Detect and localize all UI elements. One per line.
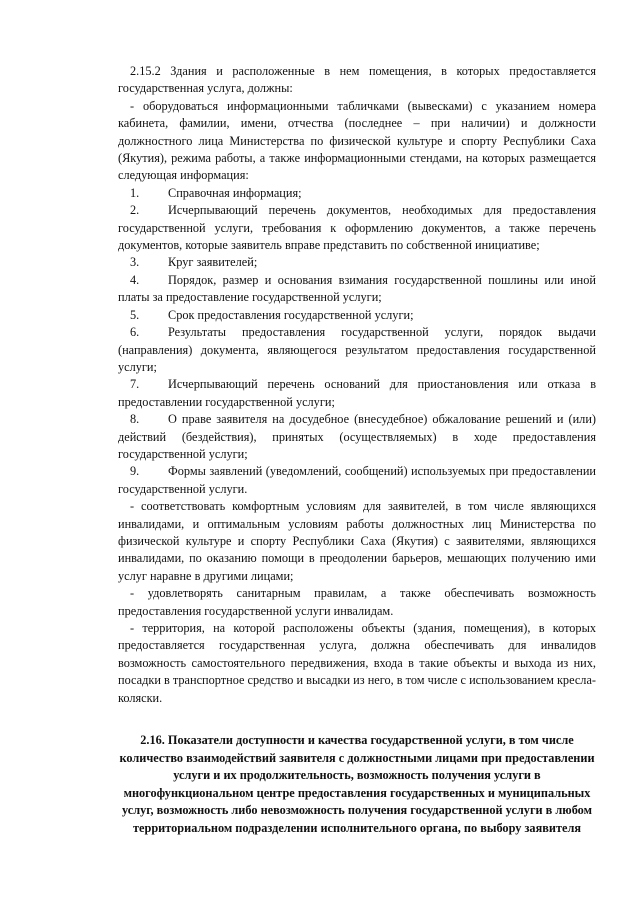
list-item-number: 2.: [130, 203, 140, 218]
list-item-text: Срок предоставления государственной услуги;: [168, 307, 414, 322]
list-item-number: 7.: [130, 377, 140, 392]
list-item-text: Круг заявителей;: [168, 255, 258, 270]
list-item-number: 9.: [130, 464, 140, 479]
list-item: [118, 411, 596, 463]
paragraph-bullet-territory: - территория, на которой расположены объекты (здания, помещения), в которых предоставляется государственная услуга, должна обеспечивать для инвалидов возможность самостоятельного передвижения, входа в такие объекты и выхода из них, посадки в транспортное средство и высадки из него, в том числе с использованием кресла-коляски.: [118, 621, 596, 705]
list-item-number: 6.: [130, 325, 140, 340]
list-item-number: 5.: [130, 307, 140, 322]
list-item-text: Формы заявлений (уведомлений, сообщений) используемых при предоставлении государственной услуги.: [118, 464, 596, 496]
list-item: [118, 254, 596, 271]
paragraph-bullet-signage: - оборудоваться информационными табличками (вывесками) с указанием номера кабинета, фамилии, имени, отчества (последнее – при наличии) и должности должностного лица Министерства по физической культуре и спорту Республики Саха (Якутия), режима работы, а также информационными стендами, на которых размещается следующая информация:: [118, 98, 596, 183]
list-item: [118, 307, 596, 324]
list-item: [118, 202, 596, 254]
document-body: [118, 63, 596, 838]
list-item-text: Справочная информация;: [168, 185, 302, 200]
list-item: [118, 185, 596, 202]
list-item: [118, 324, 596, 376]
paragraph-intro: 2.15.2 Здания и расположенные в нем помещения, в которых предоставляется государственная услуга, должны:: [118, 64, 596, 96]
list-item-number: 1.: [130, 185, 140, 200]
list-item-text: Порядок, размер и основания взимания государственной пошлины или иной платы за предоставление государственной услуги;: [118, 272, 596, 305]
list-item-number: 3.: [130, 255, 140, 270]
list-item: [118, 272, 596, 307]
list-item-number: 4.: [130, 272, 140, 287]
list-item-number: 8.: [130, 412, 140, 427]
list-item-text: Исчерпывающий перечень оснований для приостановления или отказа в предоставлении государственной услуги;: [118, 377, 596, 409]
list-item: [118, 463, 596, 498]
section-title: 2.16. Показатели доступности и качества государственной услуги, в том числе количество взаимодействий заявителя с должностными лицами при предоставлении услуги и их продолжительность, возможность получения услуги в многофункциональном центре предоставления государственных и муниципальных услуг, возможность либо невозможность получения государственной услуги в любом территориальном подразделении исполнительного органа, по выбору заявителя: [119, 733, 595, 835]
list-item: [118, 376, 596, 411]
paragraph-bullet-sanitary: - удовлетворять санитарным правилам, а также обеспечивать возможность предоставления государственной услуги инвалидам.: [118, 586, 596, 618]
list-item-text: О праве заявителя на досудебное (внесудебное) обжалование решений и (или) действий (бездействия), принятых (осуществляемых) в ходе предоставления государственной услуги;: [118, 412, 596, 461]
list-item-text: Исчерпывающий перечень документов, необходимых для предоставления государственной услуги, требования к оформлению документов, а также перечень документов, которые заявитель вправе представить по собственной инициативе;: [118, 203, 596, 253]
list-item-text: Результаты предоставления государственной услуги, порядок выдачи (направления) документа, являющегося результатом предоставления государственной услуги;: [118, 325, 596, 374]
paragraph-bullet-comfort: - соответствовать комфортным условиям для заявителей, в том числе являющихся инвалидами, и оптимальным условиям работы должностных лиц Министерства по физической культуре и спорту Республики Саха (Якутия) с заявителями, являющихся инвалидами, по оказанию помощи в преодолении барьеров, мешающих получению ими услуг наравне в другими лицами;: [118, 499, 596, 583]
